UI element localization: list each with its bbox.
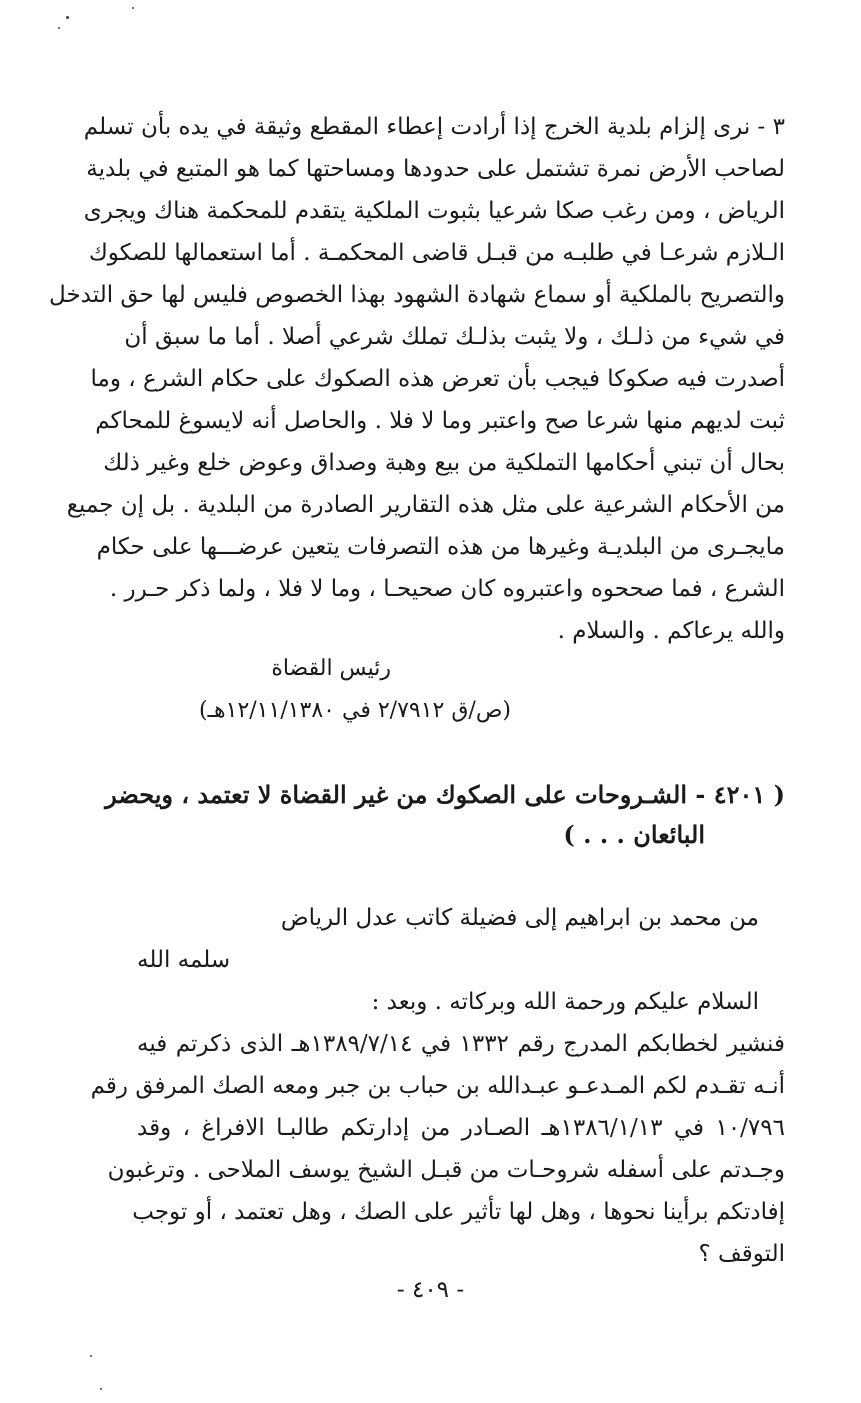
text-line: مايجـرى من البلديـة وغيرها من هذه التصرفات يتعين عرضـــها على حكام (96, 534, 785, 560)
letter-body-line: وجـدتم على أسفله شروحـات من قبـل الشيخ يوسف الملاحى . وترغبون (107, 1157, 785, 1183)
text-line: الـلازم شرعـا في طلبـه من قبـل قاضى المحكمـة . أما استعمالها للصكوك (88, 240, 785, 266)
letter-greeting: السلام عليكم ورحمة الله وبركاته . وبعد : (371, 989, 759, 1015)
heading-line: البائعان . . . ) (563, 820, 705, 849)
letter-body-line: إفادتكم برأينا نحوها ، وهل لها تأثير على الصك ، وهل تعتمد ، أو توجب (132, 1199, 785, 1225)
text-line: في شيء من ذلـك ، ولا يثبت بذلـك تملك شرعي أصلا . أما ما سبق أن (124, 324, 785, 350)
text-line: الشرع ، فما صححوه واعتبروه كان صحيحـا ، وما لا فلا ، ولما ذكر حـرر . (109, 576, 785, 602)
letter-from-line: من محمد بن ابراهيم إلى فضيلة كاتب عدل الرياض (280, 905, 759, 931)
text-line: بحال أن تبني أحكامها التملكية من بيع وهبة وصداق وعوض خلع وغير ذلك (103, 450, 785, 476)
text-line: والله يرعاكم . والسلام . (557, 618, 785, 644)
signature-reference: (ص/ق ٢/٧٩١٢ في ١٢/١١/١٣٨٠هـ) (199, 698, 511, 723)
letter-body-line: ١٠/٧٩٦ في ١٣٨٦/١/١٣هـ الصـادر من إدارتكم طالبـا الافراغ ، وقد (137, 1115, 785, 1141)
text-line: لصاحب الأرض نمرة تشتمل على حدودها ومساحتها كما هو المتبع في بلدية (86, 156, 785, 182)
scan-speck (58, 27, 60, 29)
letter-blessing: سلمه الله (137, 947, 231, 973)
text-line: أصدرت فيه صكوكا فيجب بأن تعرض هذه الصكوك على حكام الشرع ، وما (90, 366, 785, 392)
scan-speck (100, 1388, 102, 1390)
text-line: ثبت لديهم منها شرعا صح واعتبر وما لا فلا . والحاصل أنه لايسوغ للمحاكم (95, 408, 785, 434)
signature-title: رئيس القضاة (271, 656, 391, 681)
letter-body-line: فنشير لخطابكم المدرج رقم ١٣٣٢ في ١٣٨٩/٧/١٤هـ الذى ذكرتم فيه (137, 1031, 785, 1057)
scan-speck (90, 1355, 92, 1357)
scan-speck (66, 16, 69, 19)
text-line: الرياض ، ومن رغب صكا شرعيا بثبوت الملكية يتقدم للمحكمة هناك ويجرى (83, 198, 785, 224)
scan-speck (132, 7, 134, 9)
letter-body-line: التوقف ؟ (698, 1241, 785, 1267)
letter-body-line: أنـه تقـدم لكم المـدعـو عبـدالله بن حباب بن جبر ومعه الصك المرفق رقم (90, 1073, 785, 1099)
text-line: والتصريح بالملكية أو سماع شهادة الشهود بهذا الخصوص فليس لها حق التدخل (49, 282, 785, 308)
text-line: ٣ - نرى إلزام بلدية الخرج إذا أرادت إعطاء المقطع وثيقة في يده بأن تسلم (83, 114, 785, 140)
page-number: - ٤٠٩ - (396, 1277, 465, 1303)
text-line: من الأحكام الشرعية على مثل هذه التقارير الصادرة من البلدية . بل إن جميع (66, 492, 785, 518)
heading-line: ( ٤٢٠١ - الشـروحات على الصكوك من غير القضاة لا تعتمد ، ويحضر (105, 780, 785, 809)
